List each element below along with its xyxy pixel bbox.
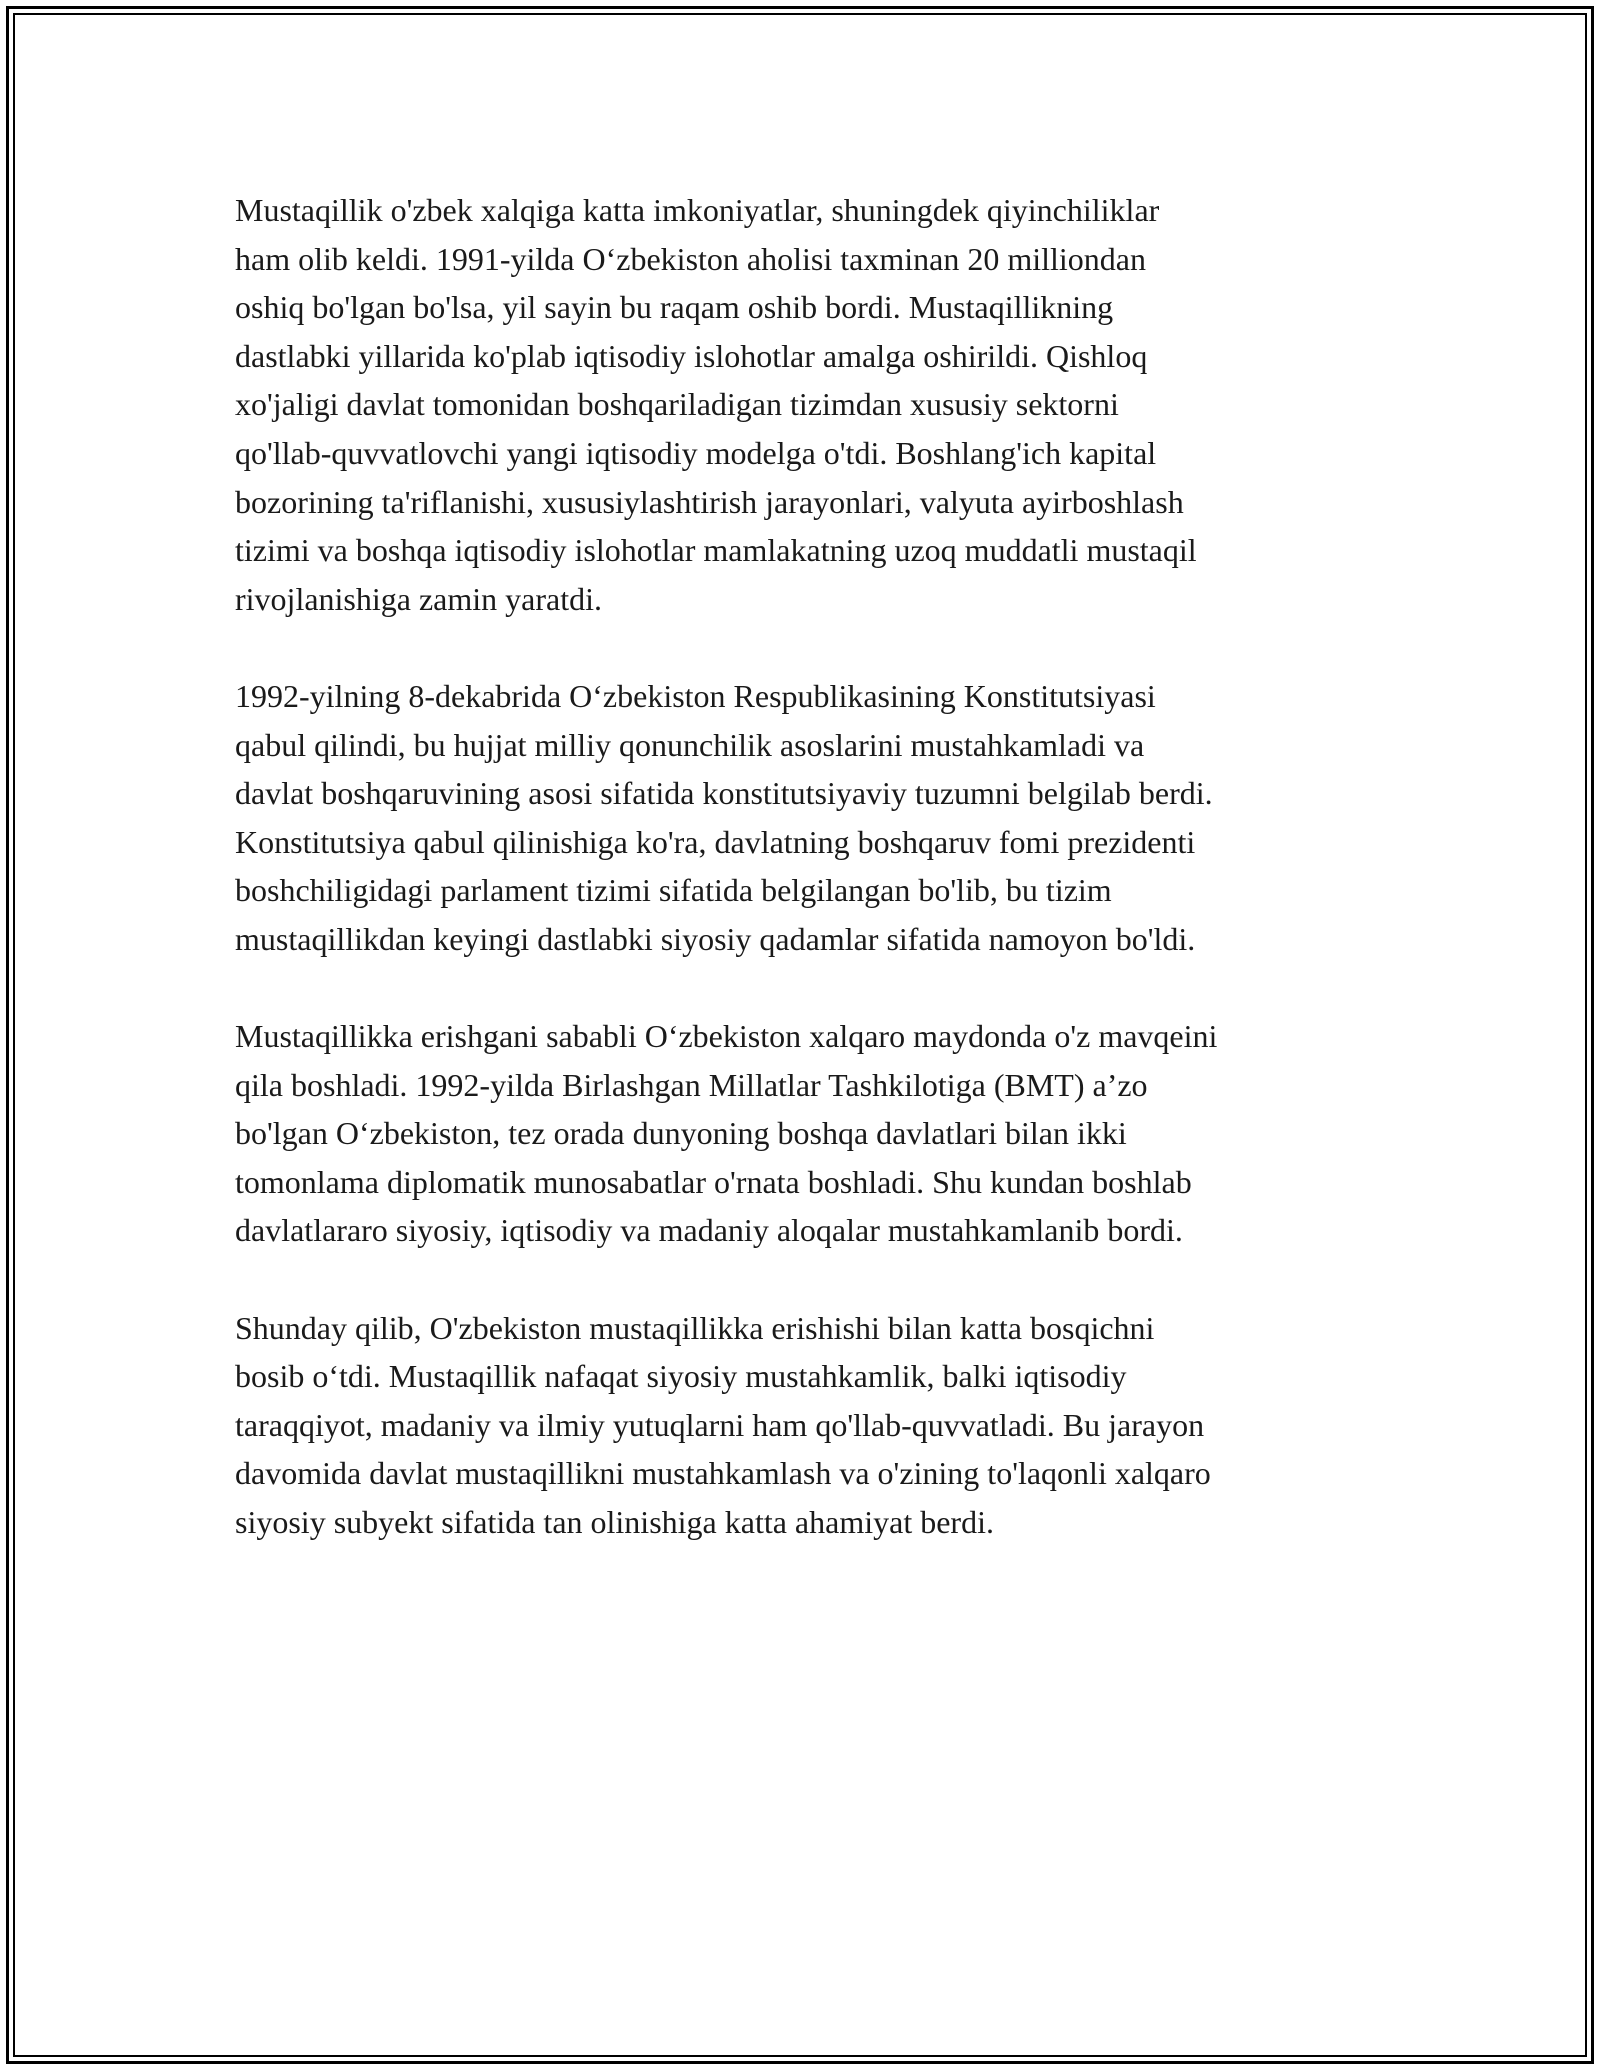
paragraph-constitution: 1992-yilning 8-dekabrida O‘zbekiston Respublikasining Konstitutsiyasi qabul qilindi, bu hujjat milliy qonunchilik asoslarini mustahkamladi va davlat boshqaruvining asosi sifatida konstitutsiyaviy tuzumni belgilab berdi. Konstitutsiya qabul qilinishiga ko'ra, davlatning boshqaruv fomi prezidenti boshchiligidagi parlament tizimi sifatida belgilangan bo'lib, bu tizim mustaqillikdan keyingi dastlabki siyosiy qadamlar sifatida namoyon bo'ldi. [235, 677, 1213, 957]
paragraph-economic-reforms: Mustaqillik o'zbek xalqiga katta imkoniyatlar, shuningdek qiyinchiliklar ham olib keldi. 1991-yilda O‘zbekiston aholisi taxminan 20 milliondan oshiq bo'lgan bo'lsa, yil sayin bu raqam oshib bordi. Mustaqillikning dastlabki yillarida ko'plab iqtisodiy islohotlar amalga oshirildi. Qishloq xo'jaligi davlat tomonidan boshqariladigan tizimdan xususiy sektorni qo'llab-quvvatlovchi yangi iqtisodiy modelga o'tdi. Boshlang'ich kapital bozorining ta'riflanishi, xususiylashtirish jarayonlari, valyuta ayirboshlash tizimi va boshqa iqtisodiy islohotlar mamlakatning uzoq muddatli mustaqil rivojlanishiga zamin yaratdi. [235, 192, 1197, 617]
document-body [235, 186, 1375, 1595]
paragraph-international-relations: Mustaqillikka erishgani sababli O‘zbekiston xalqaro maydonda o'z mavqeini qila boshladi. 1992-yilda Birlashgan Millatlar Tashkilotiga (BMT) a’zo bo'lgan O‘zbekiston, tez orada dunyoning boshqa davlatlari bilan ikki tomonlama diplomatik munosabatlar o'rnata boshladi. Shu kundan boshlab davlatlararo siyosiy, iqtisodiy va madaniy aloqalar mustahkamlanib bordi. [235, 1018, 1218, 1249]
paragraph-conclusion: Shunday qilib, O'zbekiston mustaqillikka erishishi bilan katta bosqichni bosib o‘tdi. Mustaqillik nafaqat siyosiy mustahkamlik, balki iqtisodiy taraqqiyot, madaniy va ilmiy yutuqlarni ham qo'llab-quvvatladi. Bu jarayon davomida davlat mustaqillikni mustahkamlash va o'zining to'laqonli xalqaro siyosiy subyekt sifatida tan olinishiga katta ahamiyat berdi. [235, 1309, 1211, 1541]
